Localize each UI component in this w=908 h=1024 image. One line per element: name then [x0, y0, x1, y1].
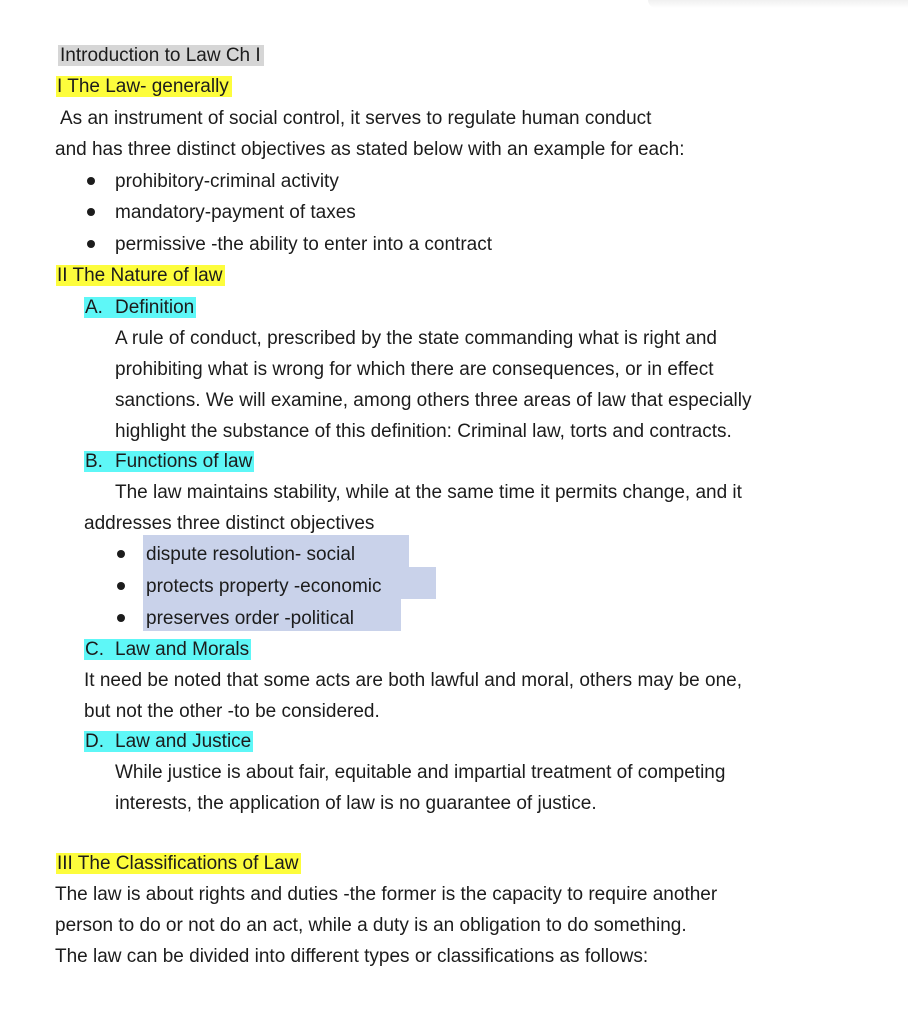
subsection-c-line-1: It need be noted that some acts are both lawful and moral, others may be one,	[84, 670, 743, 691]
section1-bullet-1: prohibitory-criminal activity	[115, 171, 339, 192]
bullet-dot	[87, 177, 95, 185]
section3-line-3: The law can be divided into different types or classifications as follows:	[55, 946, 649, 967]
section1-para-line-2: and has three distinct objectives as stated below with an example for each:	[55, 139, 685, 160]
section1-bullet-2: mandatory-payment of taxes	[115, 202, 356, 223]
subsection-b-highlight	[84, 451, 254, 472]
section1-heading: I The Law- generally	[56, 76, 232, 97]
section3-line-2: person to do or not do an act, while a duty is an obligation to do something.	[55, 915, 687, 936]
section1-para-line-1: As an instrument of social control, it serves to regulate human conduct	[60, 108, 652, 129]
bullet-dot	[117, 550, 125, 558]
subsection-a-title: Definition	[115, 297, 195, 318]
subsection-d-line-1: While justice is about fair, equitable and impartial treatment of competing	[115, 762, 726, 783]
subsection-c-title: Law and Morals	[115, 639, 250, 660]
section2-heading: II The Nature of law	[56, 265, 225, 286]
section1-bullet-3: permissive -the ability to enter into a contract	[115, 234, 493, 255]
bullet-dot	[117, 582, 125, 590]
subsection-a-highlight	[84, 297, 196, 318]
subsection-a-line-2: prohibiting what is wrong for which there are consequences, or in effect	[115, 359, 714, 380]
subsection-a-line-4: highlight the substance of this definition: Criminal law, torts and contracts.	[115, 421, 732, 442]
subsection-d-highlight	[84, 731, 253, 752]
bullet-dot	[87, 208, 95, 216]
subsection-d-line-2: interests, the application of law is no guarantee of justice.	[115, 793, 597, 814]
subsection-c-line-2: but not the other -to be considered.	[84, 701, 380, 722]
subsection-b-title: Functions of law	[115, 451, 253, 472]
subsection-b-bullet-2: protects property -economic	[146, 576, 382, 597]
doc-title-line	[58, 43, 264, 68]
subsection-b-line-2: addresses three distinct objectives	[84, 513, 375, 534]
section3-heading: III The Classifications of Law	[56, 853, 301, 874]
subsection-a-heading	[84, 295, 196, 320]
subsection-c-highlight	[84, 639, 251, 660]
bullet-dot	[117, 614, 125, 622]
subsection-d-title: Law and Justice	[115, 731, 252, 752]
section2-heading-line	[56, 263, 225, 288]
subsection-b-heading	[84, 449, 254, 474]
subsection-c-heading	[84, 637, 251, 662]
section1-heading-line	[56, 74, 232, 99]
page-edge-shadow	[648, 0, 908, 8]
subsection-d-letter: D.	[85, 731, 104, 752]
subsection-a-line-3: sanctions. We will examine, among others three areas of law that especially	[115, 390, 752, 411]
subsection-b-bullet-1: dispute resolution- social	[146, 544, 356, 565]
bullet-dot	[87, 240, 95, 248]
subsection-b-bullet-3: preserves order -political	[146, 608, 355, 629]
doc-title: Introduction to Law Ch I	[58, 45, 264, 66]
section3-line-1: The law is about rights and duties -the former is the capacity to require another	[55, 884, 718, 905]
subsection-b-letter: B.	[85, 451, 103, 472]
subsection-a-line-1: A rule of conduct, prescribed by the state commanding what is right and	[115, 328, 717, 349]
subsection-d-heading	[84, 729, 253, 754]
subsection-c-letter: C.	[85, 639, 104, 660]
subsection-a-letter: A.	[85, 297, 103, 318]
subsection-b-line-1: The law maintains stability, while at the same time it permits change, and it	[115, 482, 742, 503]
section3-heading-line	[56, 851, 301, 876]
